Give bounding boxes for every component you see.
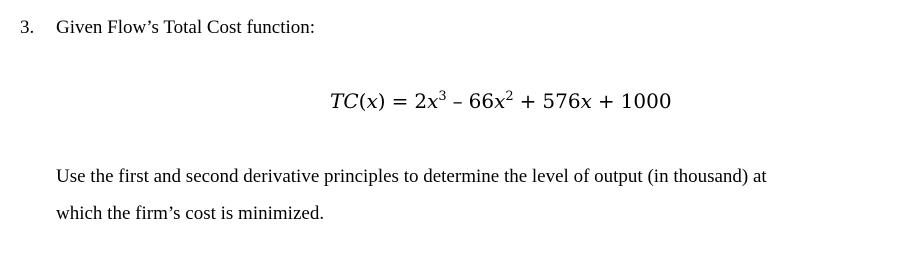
plus-sign-1: + [519,89,537,113]
instruction-line-2: which the firm’s cost is minimized. [56,203,325,224]
term1-coefficient: 2 [414,89,428,113]
constant-term: 1000 [620,89,672,113]
question-heading: Given Flow’s Total Cost function: [56,17,316,38]
term2-variable: x [494,89,506,113]
term1-variable: x [427,89,439,113]
term3-variable: x [580,89,592,113]
function-variable: x [366,89,378,113]
total-cost-equation [330,88,672,114]
equals-sign: = [391,89,409,113]
term2-coefficient: 66 [468,89,495,113]
open-paren: ( [358,89,367,113]
instruction-line-1: Use the first and second derivative principles to determine the level of output (in thousand) at [56,166,767,187]
close-paren: ) [377,89,386,113]
function-name: TC [330,89,359,113]
minus-sign: – [452,89,463,113]
term2-exponent: 2 [505,89,514,104]
question-number: 3. [20,17,35,38]
term3-coefficient: 576 [542,89,581,113]
term1-exponent: 3 [438,89,447,104]
plus-sign-2: + [597,89,615,113]
